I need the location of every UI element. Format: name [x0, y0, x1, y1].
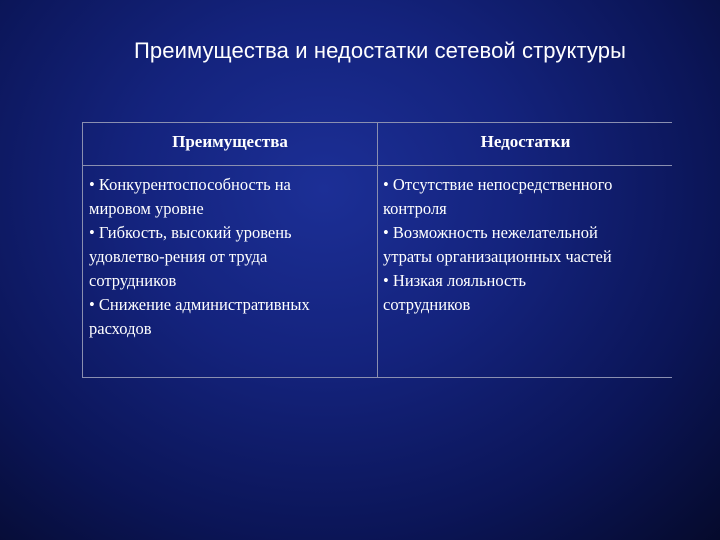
header-advantages: Преимущества	[172, 132, 288, 151]
advantages-line: • Снижение административных	[89, 295, 310, 314]
disadvantages-line: • Возможность нежелательной	[383, 223, 598, 242]
advantages-line: • Конкурентоспособность на	[89, 175, 291, 194]
slide-title: Преимущества и недостатки сетевой структуры	[134, 38, 626, 63]
advantages-cell	[89, 173, 373, 341]
disadvantages-line: сотрудников	[383, 295, 471, 314]
disadvantages-line: • Отсутствие непосредственного	[383, 175, 613, 194]
header-disadvantages: Недостатки	[480, 132, 571, 151]
disadvantages-line: утраты организационных частей	[383, 247, 612, 266]
advantages-line: удовлетво-рения от труда	[89, 247, 268, 266]
disadvantages-cell	[383, 173, 673, 317]
comparison-table	[82, 122, 672, 378]
advantages-line: расходов	[89, 319, 152, 338]
advantages-line: • Гибкость, высокий уровень	[89, 223, 292, 242]
disadvantages-line: контроля	[383, 199, 447, 218]
disadvantages-line: • Низкая лояльность	[383, 271, 527, 290]
advantages-line: мировом уровне	[89, 199, 204, 218]
advantages-line: сотрудников	[89, 271, 177, 290]
